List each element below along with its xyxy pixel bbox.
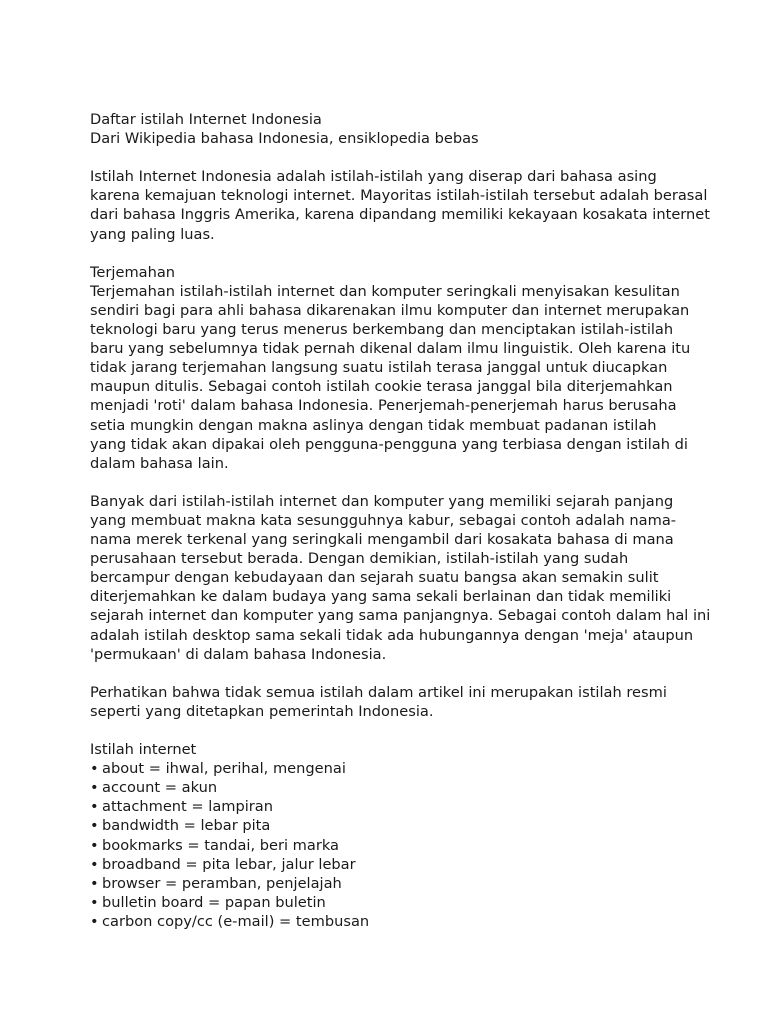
bullet-icon: • [90, 836, 99, 854]
translation-paragraph-1 [90, 282, 710, 473]
text-line: baru yang sebelumnya tidak pernah dikenal dalam ilmu linguistik. Oleh karena itu [90, 340, 691, 358]
document-title: Daftar istilah Internet Indonesia [90, 111, 322, 128]
text-line: sendiri bagi para ahli bahasa dikarenakan ilmu komputer dan internet merupakan [90, 301, 690, 319]
text-line: teknologi baru yang terus menerus berkembang dan menciptakan istilah-istilah [90, 321, 674, 339]
bullet-icon: • [90, 874, 99, 892]
list-item-text: carbon copy/cc (e-mail) = tembusan [102, 912, 370, 930]
text-line: perusahaan tersebut berada. Dengan demikian, istilah-istilah yang sudah [90, 550, 629, 568]
translation-paragraph-2 [90, 492, 710, 664]
text-line: bercampur dengan kebudayaan dan sejarah suatu bangsa akan semakin sulit [90, 569, 659, 587]
spacer [90, 721, 710, 740]
bullet-icon: • [90, 855, 99, 873]
text-line: diterjemahkan ke dalam budaya yang sama sekali berlainan dan tidak memiliki [90, 588, 672, 606]
list-item [90, 759, 710, 778]
list-item [90, 874, 710, 893]
text-line: yang membuat makna kata sesungguhnya kabur, sebagai contoh adalah nama- [90, 511, 677, 529]
text-line: tidak jarang terjemahan langsung suatu istilah terasa janggal untuk diucapkan [90, 359, 668, 377]
bullet-icon: • [90, 817, 99, 835]
list-item [90, 816, 710, 835]
text-line: seperti yang ditetapkan pemerintah Indonesia. [90, 702, 434, 720]
translation-paragraph-3 [90, 683, 710, 721]
list-item [90, 855, 710, 874]
text-line: dari bahasa Inggris Amerika, karena dipandang memiliki kekayaan kosakata internet [90, 206, 710, 224]
bullet-icon: • [90, 912, 99, 930]
document-subtitle: Dari Wikipedia bahasa Indonesia, ensiklopedia bebas [90, 130, 479, 148]
text-line: sejarah internet dan komputer yang sama panjangnya. Sebagai contoh dalam hal ini [90, 607, 711, 625]
text-line: Istilah Internet Indonesia adalah istilah-istilah yang diserap dari bahasa asing [90, 168, 657, 186]
document-page [90, 110, 710, 931]
spacer [90, 148, 710, 167]
spacer [90, 664, 710, 683]
bullet-icon: • [90, 760, 99, 778]
text-line: nama merek terkenal yang seringkali mengambil dari kosakata bahasa di mana [90, 531, 674, 549]
spacer [90, 244, 710, 263]
text-line: karena kemajuan teknologi internet. Mayoritas istilah-istilah tersebut adalah berasal [90, 187, 708, 205]
list-item-text: broadband = pita lebar, jalur lebar [102, 855, 356, 873]
text-line: menjadi 'roti' dalam bahasa Indonesia. Penerjemah-penerjemah harus berusaha [90, 397, 677, 415]
list-item [90, 797, 710, 816]
list-item [90, 912, 710, 931]
list-item [90, 778, 710, 797]
list-item [90, 836, 710, 855]
list-item-text: about = ihwal, perihal, mengenai [102, 760, 346, 778]
text-line: Banyak dari istilah-istilah internet dan komputer yang memiliki sejarah panjang [90, 492, 674, 510]
section-heading-terjemahan: Terjemahan [90, 263, 176, 281]
list-item [90, 893, 710, 912]
text-line: 'permukaan' di dalam bahasa Indonesia. [90, 645, 387, 663]
list-item-text: account = akun [102, 779, 218, 797]
list-item-text: bulletin board = papan buletin [102, 893, 326, 911]
list-item-text: bookmarks = tandai, beri marka [102, 836, 339, 854]
text-line: dalam bahasa lain. [90, 454, 229, 472]
section-heading-istilah-internet: Istilah internet [90, 741, 197, 759]
text-line: setia mungkin dengan makna aslinya dengan tidak membuat padanan istilah [90, 416, 657, 434]
spacer [90, 473, 710, 492]
text-line: maupun ditulis. Sebagai contoh istilah cookie terasa janggal bila diterjemahkan [90, 378, 673, 396]
text-line: Terjemahan istilah-istilah internet dan komputer seringkali menyisakan kesulitan [90, 282, 680, 300]
list-item-text: attachment = lampiran [102, 798, 273, 816]
terms-list [90, 759, 710, 931]
text-line: yang tidak akan dipakai oleh pengguna-pengguna yang terbiasa dengan istilah di [90, 435, 688, 453]
bullet-icon: • [90, 798, 99, 816]
text-line: yang paling luas. [90, 225, 215, 243]
intro-paragraph [90, 167, 710, 243]
text-line: adalah istilah desktop sama sekali tidak ada hubungannya dengan 'meja' ataupun [90, 626, 694, 644]
bullet-icon: • [90, 893, 99, 911]
list-item-text: browser = peramban, penjelajah [102, 874, 342, 892]
text-line: Perhatikan bahwa tidak semua istilah dalam artikel ini merupakan istilah resmi [90, 683, 667, 701]
bullet-icon: • [90, 779, 99, 797]
list-item-text: bandwidth = lebar pita [102, 817, 271, 835]
